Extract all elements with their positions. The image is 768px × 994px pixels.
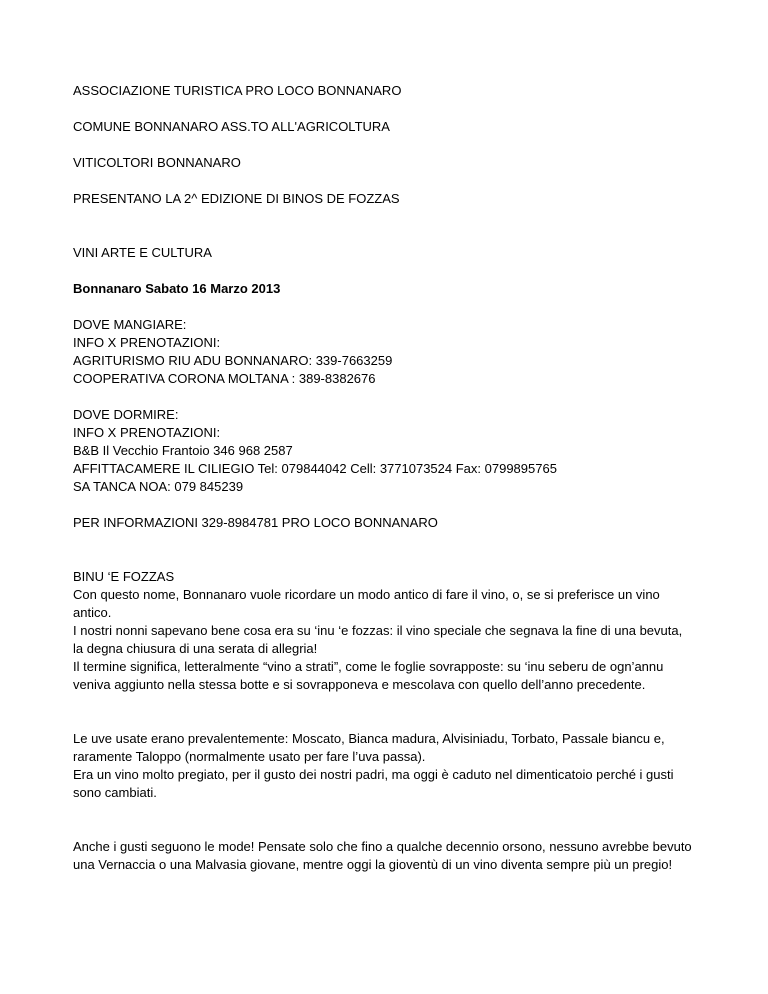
- section-dove-dormire: [73, 406, 695, 496]
- dormire-item: AFFITTACAMERE IL CILIEGIO Tel: 079844042 Cell: 3771073524 Fax: 0799895765: [73, 461, 557, 476]
- article-paragraph: Era un vino molto pregiato, per il gusto dei nostri padri, ma oggi è caduto nel dimenticatoio perché i gusti sono cambiati.: [73, 767, 674, 800]
- article-paragraph: Le uve usate erano prevalentemente: Moscato, Bianca madura, Alvisiniadu, Torbato, Passale biancu e, raramente Taloppo (normalmente usato per fare l’uva passa).: [73, 731, 665, 764]
- section-dove-mangiare: [73, 316, 695, 388]
- article-paragraph: Con questo nome, Bonnanaro vuole ricordare un modo antico di fare il vino, o, se si preferisce un vino antico.: [73, 587, 660, 620]
- article-binu-e-fozzas: [73, 568, 695, 874]
- mangiare-title: DOVE MANGIARE:: [73, 317, 187, 332]
- dormire-info: INFO X PRENOTAZIONI:: [73, 425, 221, 440]
- dormire-item: SA TANCA NOA: 079 845239: [73, 479, 244, 494]
- article-title: BINU ‘E FOZZAS: [73, 569, 175, 584]
- mangiare-info: INFO X PRENOTAZIONI:: [73, 335, 221, 350]
- mangiare-item: COOPERATIVA CORONA MOLTANA : 389-8382676: [73, 371, 376, 386]
- document-page: [73, 82, 695, 874]
- mangiare-item: AGRITURISMO RIU ADU BONNANARO: 339-7663259: [73, 353, 393, 368]
- header-association: ASSOCIAZIONE TURISTICA PRO LOCO BONNANARO: [73, 83, 402, 98]
- article-paragraph: Il termine significa, letteralmente “vino a strati”, come le foglie sovrapposte: su ‘inu seberu de ogn’annu veniva aggiunto nella stessa botte e si sovrapponeva e mescolava con quello dell’anno precedente.: [73, 659, 664, 692]
- header-viticoltori: VITICOLTORI BONNANARO: [73, 155, 241, 170]
- article-paragraph: I nostri nonni sapevano bene cosa era su ‘inu ‘e fozzas: il vino speciale che segnava la fine di una bevuta, la degna chiusura di una serata di allegria!: [73, 623, 683, 656]
- dormire-title: DOVE DORMIRE:: [73, 407, 179, 422]
- article-paragraph: Anche i gusti seguono le mode! Pensate solo che fino a qualche decennio orsono, nessuno avrebbe bevuto una Vernaccia o una Malvasia giovane, mentre oggi la gioventù di un vino diventa sempre più un pregio!: [73, 839, 692, 872]
- header-vini-arte: VINI ARTE E CULTURA: [73, 245, 212, 260]
- header-comune: COMUNE BONNANARO ASS.TO ALL'AGRICOLTURA: [73, 119, 390, 134]
- header-presentano: PRESENTANO LA 2^ EDIZIONE DI BINOS DE FOZZAS: [73, 191, 400, 206]
- event-date: Bonnanaro Sabato 16 Marzo 2013: [73, 281, 281, 296]
- informazioni-line: PER INFORMAZIONI 329-8984781 PRO LOCO BONNANARO: [73, 515, 438, 530]
- dormire-item: B&B Il Vecchio Frantoio 346 968 2587: [73, 443, 293, 458]
